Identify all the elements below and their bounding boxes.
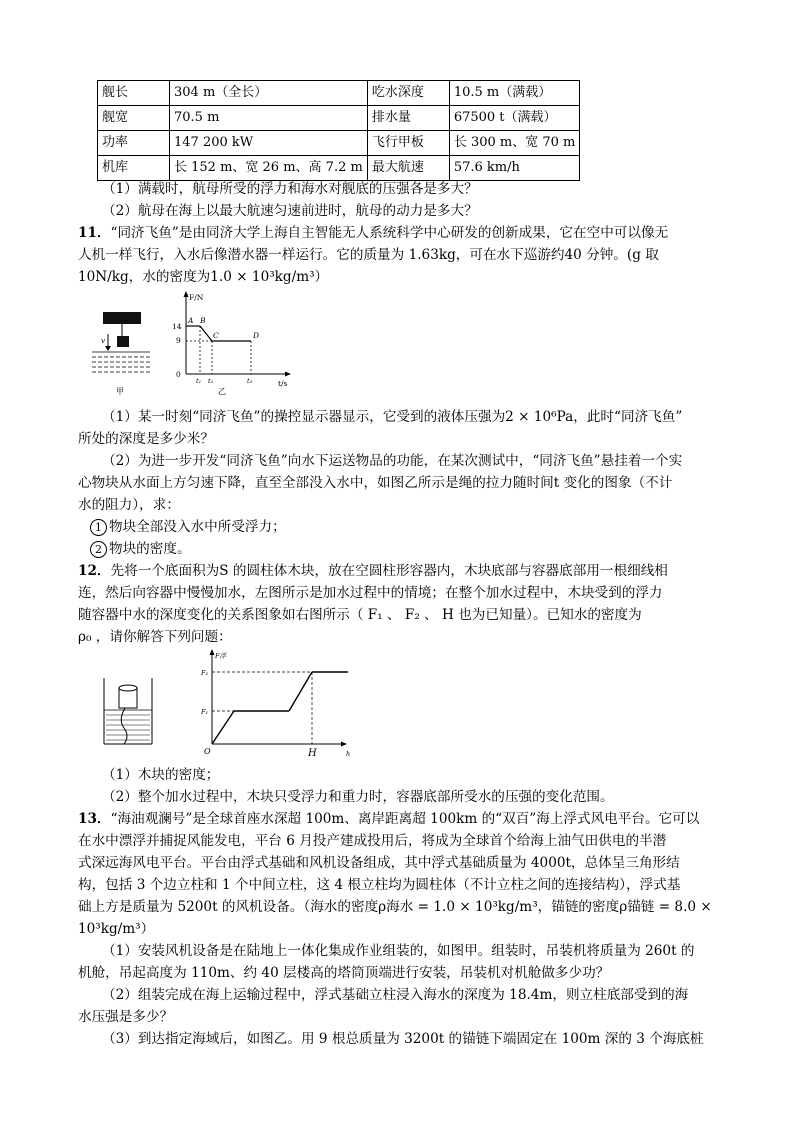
q13-sub1-b: 机舱，吊起高度为 110m、约 40 层楼高的塔筒顶端进行安装，吊装机对机舱做多少功？ [78,965,610,981]
point-c: C [213,331,219,340]
spec-table [97,80,580,181]
table-cell: 排水量 [367,106,449,131]
water-hatch [106,715,150,740]
y-tick-9: 9 [176,336,181,345]
origin-label: O [204,747,211,756]
q13-line1 [78,808,718,830]
q11-sub1-a: （1）某一时刻“同济飞鱼”的操控显示器显示，它受到的液体压强为2 × 10⁶Pa，此时“同济飞鱼” [102,409,683,425]
x-tick-h: H [308,748,317,758]
table-cell: 304 m（全长） [170,81,368,106]
q12-text: 先将一个底面积为S 的圆柱体木块，放在空圆柱形容器内，木块底部与容器底部用一根细线相 [110,563,668,579]
table-cell: 机库 [98,156,170,181]
point-b: B [200,316,206,325]
q11-line1 [78,222,718,244]
q12-line1 [78,560,718,582]
y-arrow [184,291,189,297]
q12-figure [94,648,360,758]
q11-line3: 10N/kg，水的密度为1.0 × 10³kg/m³） [78,269,329,285]
fig-caption-yi: 乙 [218,387,226,396]
q11-item1-text: 物块全部没入水中所受浮力； [109,519,286,535]
question-number: 11． [78,225,111,241]
point-d: D [253,331,260,340]
table-cell: 舰宽 [98,106,170,131]
x-tick-t3: t₃ [247,377,253,385]
x-axis-label: h [346,750,351,758]
y-axis-label: F浮 [215,652,227,660]
y-axis-label: F/N [189,293,204,302]
table-cell: 长 152 m、宽 26 m、高 7.2 m [170,156,368,181]
water-surface [92,352,150,372]
q10-sub1: （1）满载时，航母所受的浮力和海水对舰底的压强各是多大？ [102,181,478,197]
v-label: v [101,337,105,345]
circled-number: 2 [90,541,107,558]
q13-line4: 构，包括 3 个边立柱和 1 个中间立柱，这 4 根立柱均为圆柱体（不计立柱之间的连接结构），浮式基 [78,877,681,893]
table-cell: 147 200 kW [170,131,368,156]
point-a: A [188,316,194,325]
q11-sub2-c: 水的阻力），求： [78,497,180,513]
question-number: 13． [78,811,111,827]
x-axis-label: t/s [278,379,288,388]
table-row [98,81,580,106]
q11-text: “同济飞鱼”是由同济大学上海自主智能无人系统科学中心研发的创新成果，它在空中可以像无 [110,225,669,241]
table-cell: 70.5 m [170,106,368,131]
table-cell: 舰长 [98,81,170,106]
q12-line4: ρ₀ ，请你解答下列问题： [78,629,232,645]
q12-line3: 随容器中水的深度变化的关系图象如右图所示（ F₁ 、 F₂ 、 H 也为已知量）。已知水的密度为 [78,607,642,623]
y-arrow [210,649,215,655]
q12-sub1: （1）木块的密度； [102,767,220,783]
x-arrow [341,742,347,747]
table-cell: 功率 [98,131,170,156]
q10-sub2: （2）航母在海上以最大航速匀速前进时，航母的动力是多大？ [102,203,478,219]
table-row [98,131,580,156]
y-tick-14: 14 [172,322,182,331]
q13-sub1-a: （1）安装风机设备是在陆地上一体化集成作业组装的，如图甲。组装时，吊装机将质量为 260t 的 [102,943,695,959]
q13-line6: 10³kg/m³） [78,921,155,937]
table-cell: 吃水深度 [367,81,449,106]
q13-line2: 在水中漂浮并捕捉风能发电，平台 6 月投产建成投用后，将成为全球首个给海上油气田供电的半潜 [78,833,667,849]
graph-segment-bc [200,326,212,341]
q11-figure-svg [88,290,310,398]
velocity-arrowhead [105,346,111,351]
table-cell: 长 300 m、宽 70 m [449,131,580,156]
y-tick-f2: F₂ [201,669,209,677]
q12-line2: 连，然后向容器中慢慢加水，左图所示是加水过程中的情境；在整个加水过程中，木块受到的浮力 [78,585,663,601]
table-cell: 57.6 km/h [449,156,580,181]
q11-sub2-b: 心物块从水面上方匀速下降，直至全部没入水中，如图乙所示是绳的拉力随时间t 变化的图象（不计 [78,475,673,491]
q13-sub3: （3）到达指定海域后，如图乙。用 9 根总质量为 3200t 的锚链下端固定在 100m 深的 3 个海底桩 [102,1031,704,1047]
q13-sub2-b: 水压强是多少？ [78,1009,174,1025]
table-cell: 67500 t（满载） [449,106,580,131]
q13-text: “海油观澜号”是全球首座水深超 100m、离岸距离超 100km 的“双百”海上浮式风电平台。它可以 [110,811,700,827]
table-cell: 10.5 m（满载） [449,81,580,106]
q13-line5: 础上方是质量为 5200t 的风机设备。（海水的密度ρ海水 = 1.0 × 10³kg/m³，锚链的密度ρ锚链 = 8.0 × [78,899,712,915]
q12-figure-svg [94,648,360,758]
q13-line3: 式深远海风电平台。平台由浮式基础和风机设备组成，其中浮式基础质量为 4000t，总体呈三角形结 [78,855,680,871]
x-tick-t1: t₁ [196,377,202,385]
graph-rise1 [212,711,234,744]
table-cell: 最大航速 [367,156,449,181]
table-row [98,106,580,131]
fig-caption-jia: 甲 [116,387,124,396]
y-tick-f1: F₁ [201,708,209,716]
q11-sub2-a: （2）为进一步开发“同济飞鱼”向水下运送物品的功能，在某次测试中，“同济飞鱼”悬挂着一个实 [102,453,683,469]
q11-item2 [90,538,730,560]
q11-item1 [90,516,730,538]
q11-item2-text: 物块的密度。 [109,541,191,557]
q11-sub1-b: 所处的深度是多少米？ [78,431,214,447]
circled-number: 1 [90,519,107,536]
x-tick-t2: t₂ [208,377,214,385]
y-tick-0: 0 [176,370,181,379]
graph-rise2 [289,672,312,711]
wood-block-top [119,685,137,691]
q11-figure [88,290,310,398]
object-block [117,336,129,347]
q11-line2: 人机一样飞行，入水后像潜水器一样运行。它的质量为 1.63kg，可在水下巡游约40 分钟。(g 取 [78,247,659,263]
x-arrow [285,372,291,377]
table-row [98,156,580,181]
crane-block [103,312,141,324]
thin-string [121,708,127,744]
q13-sub2-a: （2）组装完成在海上运输过程中，浮式基础立柱浸入海水的深度为 18.4m，则立柱底部受到的海 [102,987,689,1003]
q12-sub2: （2）整个加水过程中，木块只受浮力和重力时，容器底部所受水的压强的变化范围。 [102,789,614,805]
question-number: 12． [78,563,111,579]
table-cell: 飞行甲板 [367,131,449,156]
